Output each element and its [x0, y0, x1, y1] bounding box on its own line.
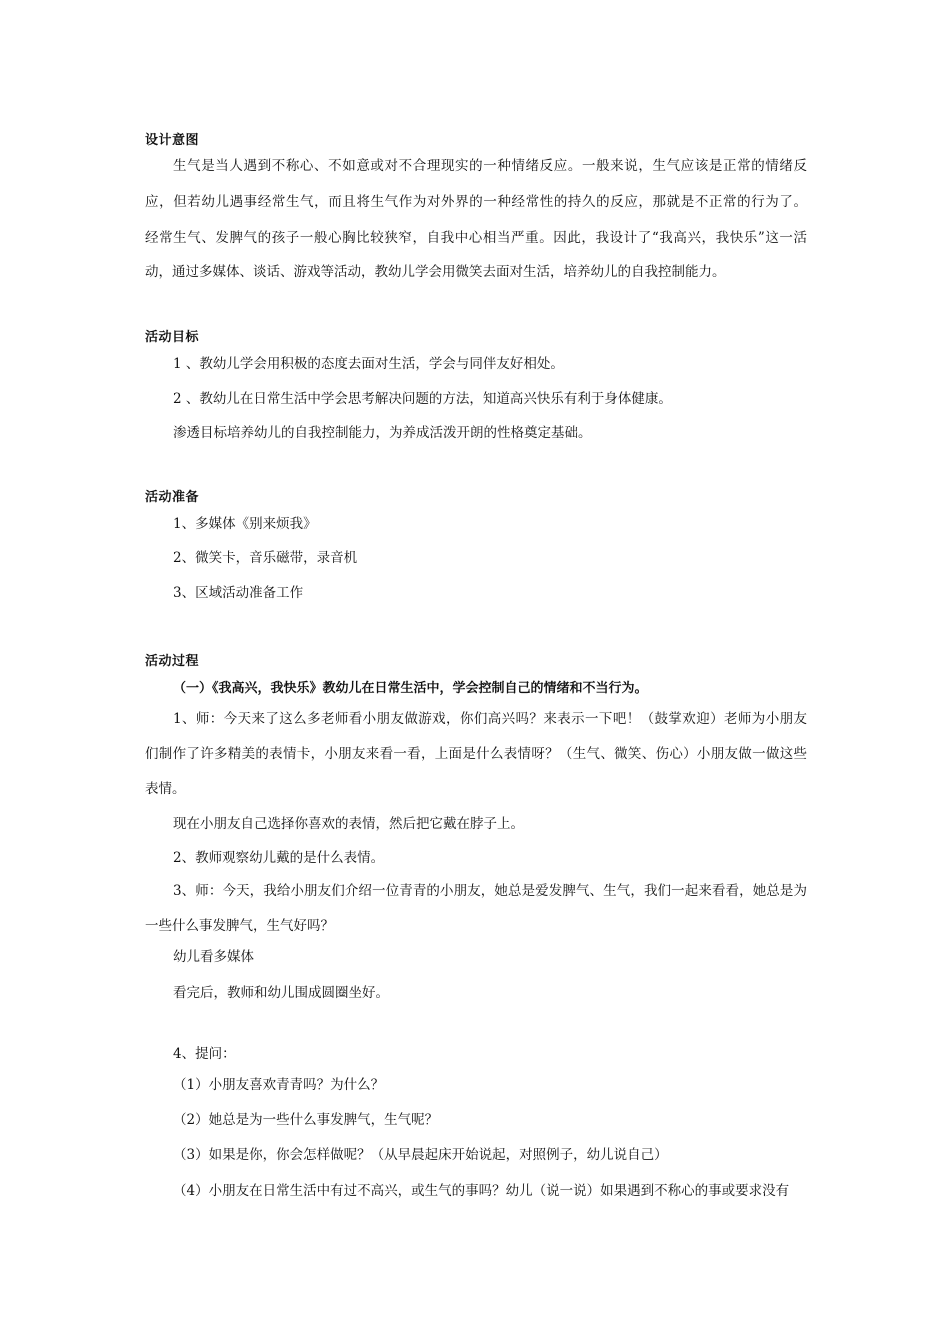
paragraph-line: 4、提问：: [173, 1046, 236, 1062]
section-heading-goals: 活动目标: [145, 330, 200, 345]
question-item: （3）如果是你，你会怎样做呢？（从早晨起床开始说起，对照例子，幼儿说自己）: [173, 1147, 668, 1163]
paragraph-line: 生气是当人遇到不称心、不如意或对不合理现实的一种情绪反应。一般来说，生气应该是正常的情绪反: [173, 158, 807, 174]
process-subheading: （一）《我高兴，我快乐》教幼儿在日常生活中，学会控制自己的情绪和不当行为。: [173, 681, 648, 696]
paragraph-line: 2、教师观察幼儿戴的是什么表情。: [173, 850, 385, 866]
section-heading-preparation: 活动准备: [145, 490, 200, 505]
goal-item: 渗透目标培养幼儿的自我控制能力，为养成活泼开朗的性格奠定基础。: [173, 425, 592, 441]
paragraph-line: 表情。: [145, 781, 186, 797]
goal-item: 1 、教幼儿学会用积极的态度去面对生活，学会与同伴友好相处。: [173, 356, 564, 372]
paragraph-line: 幼儿看多媒体: [173, 949, 254, 965]
section-heading-design-intent: 设计意图: [145, 133, 200, 148]
paragraph-line: 们制作了许多精美的表情卡，小朋友来看一看，上面是什么表情呀？（生气、微笑、伤心）小朋友做一做这些: [145, 746, 807, 762]
paragraph-line: 看完后，教师和幼儿围成圆圈坐好。: [173, 985, 389, 1001]
paragraph-line: 应，但若幼儿遇事经常生气，而且将生气作为对外界的一种经常性的持久的反应，那就是不正常的行为了。: [145, 194, 807, 210]
paragraph-line: 动，通过多媒体、谈话、游戏等活动，教幼儿学会用微笑去面对生活，培养幼儿的自我控制能力。: [145, 264, 726, 280]
question-item: （2）她总是为一些什么事发脾气，生气呢？: [173, 1112, 439, 1128]
paragraph-line: 现在小朋友自己选择你喜欢的表情，然后把它戴在脖子上。: [173, 816, 524, 832]
paragraph-line: 经常生气、发脾气的孩子一般心胸比较狭窄，自我中心相当严重。因此，我设计了“我高兴，我快乐”这一活: [145, 230, 807, 246]
preparation-item: 1、多媒体《别来烦我》: [173, 516, 317, 532]
question-item: （1）小朋友喜欢青青吗？为什么？: [173, 1077, 385, 1093]
paragraph-line: 1、师：今天来了这么多老师看小朋友做游戏，你们高兴吗？来表示一下吧！（鼓掌欢迎）老师为小朋友: [173, 711, 807, 727]
section-heading-process: 活动过程: [145, 654, 200, 669]
preparation-item: 2、微笑卡，音乐磁带，录音机: [173, 550, 358, 566]
goal-item: 2 、教幼儿在日常生活中学会思考解决问题的方法，知道高兴快乐有利于身体健康。: [173, 391, 672, 407]
question-item: （4）小朋友在日常生活中有过不高兴，或生气的事吗？幼儿（说一说）如果遇到不称心的事或要求没有: [173, 1183, 790, 1199]
paragraph-line: 一些什么事发脾气，生气好吗？: [145, 918, 334, 934]
paragraph-line: 3、师：今天，我给小朋友们介绍一位青青的小朋友，她总是爱发脾气、生气，我们一起来看看，她总是为: [173, 883, 807, 899]
preparation-item: 3、区域活动准备工作: [173, 585, 304, 601]
